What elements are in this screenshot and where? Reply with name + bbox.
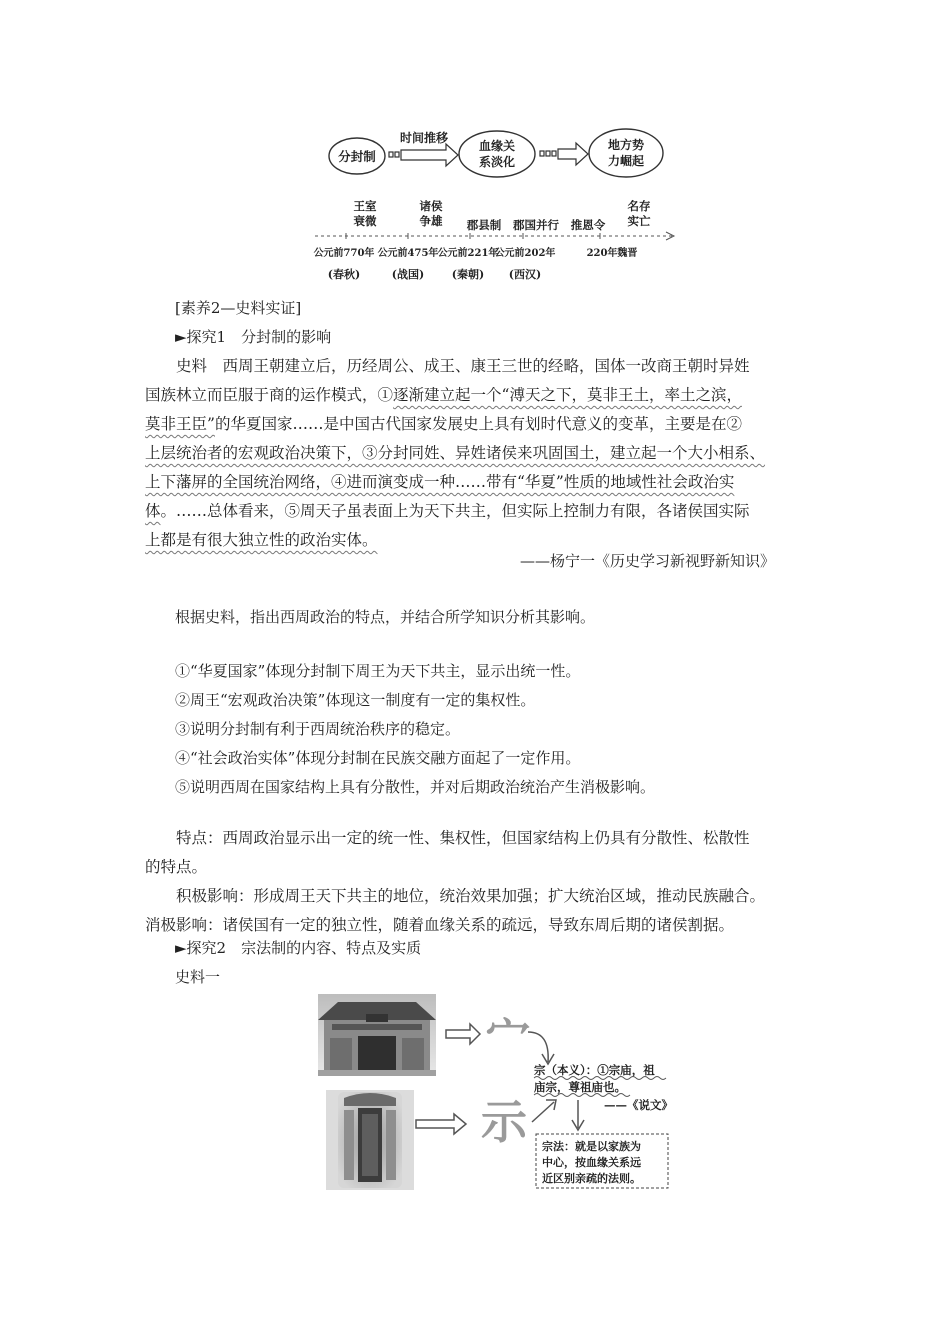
node-label-3b: 力崛起: [607, 154, 645, 168]
arrow-temple-to-char: [446, 1024, 480, 1044]
box-line-3: 近区别亲疏的法则。: [542, 1172, 641, 1185]
temple-photo: [318, 994, 436, 1076]
event-labels: [354, 199, 651, 232]
source-line-6: 体。……总体看来，⑤周天子虽表面上为天下共主，但实际上控制力有限，各诸侯国实际: [145, 502, 750, 520]
node-label-2a: 血缘关: [478, 139, 516, 153]
source-passage: [145, 352, 810, 555]
point-2: ②周王“宏观政治决策”体现这一制度有一定的集权性。: [175, 691, 536, 709]
source-line-4: 上层统治者的宏观政治决策下，③分封同姓、异姓诸侯来巩固国土，建立起一个大小相系、: [145, 444, 766, 462]
answer-line-2: 的特点。: [145, 858, 208, 876]
node-label-3a: 地方势: [607, 138, 645, 152]
period-label: (战国): [391, 268, 425, 281]
point-5: ⑤说明西周在国家结构上具有分散性，并对后期政治统治产生消极影响。: [175, 778, 656, 796]
node-label-2b: 系淡化: [478, 155, 516, 169]
period-label: (秦朝): [451, 268, 485, 281]
box-line-2: 中心，按血缘关系远: [542, 1156, 641, 1169]
definition-line-2: 庙宗，尊祖庙也。: [534, 1080, 626, 1094]
definition-source: ——《说文》: [604, 1098, 673, 1112]
definition-line-1: 宗（本义）：①宗庙，祖: [534, 1063, 655, 1077]
period-label: (西汉): [508, 268, 542, 281]
node-difang: [589, 129, 663, 177]
hollow-arrow-2: [540, 143, 588, 165]
question: 根据史料，指出西周政治的特点，并结合所学知识分析其影响。: [175, 608, 596, 626]
citation: ——杨宁一《历史学习新视野新知识》: [520, 552, 776, 570]
answer-line-4: 消极影响：诸侯国有一定的独立性，随着血缘关系的疏远，导致东周后期的诸侯割据。: [145, 916, 735, 934]
event-label: 诸侯: [419, 199, 443, 213]
event-label: 郡国并行: [513, 218, 559, 232]
node-label-1: 分封制: [338, 149, 376, 164]
curve-arrow-top: [528, 1032, 548, 1062]
source-label: 史料一: [175, 968, 221, 986]
analysis-points: [175, 657, 655, 802]
date-label: 220年魏晋: [586, 248, 638, 259]
event-label: 衰微: [353, 214, 377, 228]
explore1-title: ►探究1 分封制的影响: [175, 328, 332, 346]
source-line-5: 上下藩屏的全国统治网络，④进而演变成一种……带有“华夏”性质的地域性社会政治实: [145, 473, 735, 491]
arrow-tablet-to-char: [416, 1114, 466, 1134]
event-label: 推恩令: [570, 218, 606, 232]
zong-figure: [318, 992, 678, 1192]
date-label: 公元前221年: [437, 248, 499, 259]
explore2-title: ►探究2 宗法制的内容、特点及实质: [175, 939, 422, 957]
point-4: ④“社会政治实体”体现分封制在民族交融方面起了一定作用。: [175, 749, 581, 767]
char-bottom: 示: [481, 1095, 527, 1149]
source-line-2: 国族林立而臣服于商的运作模式，①逐渐建立起一个“溥天之下，莫非王土，率土之滨，: [145, 386, 742, 404]
event-label: 王室: [353, 199, 377, 213]
event-label: 名存: [627, 199, 651, 213]
date-labels: [314, 246, 638, 259]
hollow-arrow-1: [389, 144, 458, 166]
source-line-7: 上都是有很大独立性的政治实体。: [145, 531, 378, 549]
answer-line-1: 特点：西周政治显示出一定的统一性、集权性，但国家结构上仍具有分散性、松散性: [176, 829, 750, 847]
arrow-label: 时间推移: [400, 131, 449, 145]
section-heading: [素养2—史料实证]: [175, 299, 302, 317]
arrow-bottom-up: [532, 1102, 554, 1122]
event-label: 争雄: [419, 214, 443, 228]
box-line-1: 宗法：就是以家族为: [542, 1140, 641, 1153]
source-line-1: 史料 西周王朝建立后，历经周公、成王、康王三世的经略，国体一改商王朝时异姓: [176, 357, 750, 375]
answer-line-3: 积极影响：形成周王天下共主的地位，统治效果加强；扩大统治区域，推动民族融合。: [176, 887, 766, 905]
period-labels: [328, 267, 541, 281]
node-xueyuan: [459, 131, 535, 177]
point-3: ③说明分封制有利于西周统治秩序的稳定。: [175, 720, 461, 738]
timeline-diagram: [300, 120, 700, 290]
event-label: 实亡: [627, 214, 651, 228]
date-label: 公元前475年: [377, 248, 439, 259]
point-1: ①“华夏国家”体现分封制下周王为天下共主，显示出统一性。: [175, 662, 581, 680]
ancestral-tablet-photo: [326, 1090, 414, 1190]
event-label: 郡县制: [466, 218, 502, 232]
date-label: 公元前770年: [313, 248, 375, 259]
period-label: (春秋): [327, 268, 361, 281]
answer-block: [145, 824, 810, 940]
source-line-3: 莫非王臣”的华夏国家……是中国古代国家发展史上具有划时代意义的变革，主要是在②: [145, 415, 742, 433]
char-top: 宀: [486, 1012, 530, 1063]
date-label: 公元前202年: [494, 248, 556, 259]
